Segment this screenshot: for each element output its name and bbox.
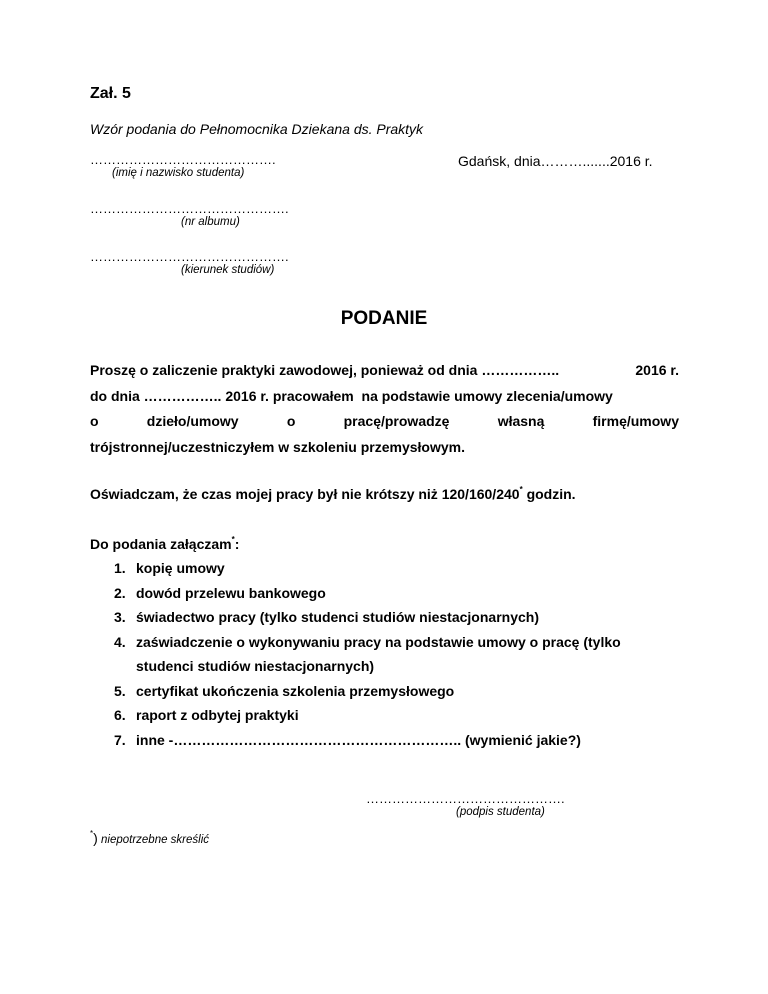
list-item: 3. świadectwo pracy (tylko studenci studiów niestacjonarnych) <box>114 609 539 625</box>
declaration: Oświadczam, że czas mojej pracy był nie krótszy niż 120/160/240* godzin. <box>90 485 576 502</box>
field-of-study-line: ………………………………………. <box>90 249 289 264</box>
request-word: własną <box>497 413 545 429</box>
list-item: 6. raport z odbytej praktyki <box>114 707 299 723</box>
document-heading: PODANIE <box>340 308 428 329</box>
place-date: Gdańsk, dnia……….......2016 r. <box>458 153 653 169</box>
list-item: 7. inne -…………………………………………………….. (wymienić jakie?) <box>114 731 581 748</box>
album-number-line: ………………………………………. <box>90 201 289 216</box>
field-of-study-caption: (kierunek studiów) <box>181 264 275 276</box>
request-word: dzieło/umowy <box>146 413 239 429</box>
request-text: Proszę o zaliczenie praktyki zawodowej, ponieważ od dnia …………….. <box>90 362 560 378</box>
request-text: 2016 r. <box>635 362 679 378</box>
attachment-number: Zał. 5 <box>90 85 131 102</box>
request-word: o <box>286 413 296 429</box>
request-text: do dnia …………….. 2016 r. pracowałem na podstawie umowy zlecenia/umowy <box>90 387 613 404</box>
footnote: *) niepotrzebne skreślić <box>90 829 210 846</box>
request-line-3 <box>90 409 679 435</box>
album-number-caption: (nr albumu) <box>181 216 240 228</box>
list-item: 2. dowód przelewu bankowego <box>114 584 326 601</box>
request-line-4 <box>90 435 679 461</box>
request-word: firmę/umowy <box>592 413 679 429</box>
signature-line: ………………………………………. <box>366 791 565 806</box>
document-subtitle: Wzór podania do Pełnomocnika Dziekana ds. Praktyk <box>90 121 424 137</box>
request-word: pracę/prowadzę <box>343 413 450 429</box>
request-line-2 <box>90 384 679 410</box>
list-item: 1. kopię umowy <box>114 560 225 576</box>
request-text: trójstronnej/uczestniczyłem w szkoleniu przemysłowym. <box>90 438 465 455</box>
signature-caption: (podpis studenta) <box>456 806 545 818</box>
request-paragraph <box>90 358 679 460</box>
student-name-line: ……………………………………. <box>90 152 276 167</box>
list-item: 4. zaświadczenie o wykonywaniu pracy na podstawie umowy o pracę (tylko <box>114 633 621 650</box>
list-item: 5. certyfikat ukończenia szkolenia przemysłowego <box>114 682 455 699</box>
footnote-marker: * <box>519 485 523 494</box>
footnote-marker: * <box>231 535 235 544</box>
student-name-caption: (imię i nazwisko studenta) <box>112 167 245 179</box>
list-item-continuation: studenci studiów niestacjonarnych) <box>136 658 375 674</box>
request-line-1 <box>90 358 679 384</box>
request-word: o <box>90 413 99 429</box>
attachments-heading: Do podania załączam*: <box>90 535 240 552</box>
footnote-marker: * <box>90 829 94 838</box>
attachments-list <box>114 556 621 752</box>
